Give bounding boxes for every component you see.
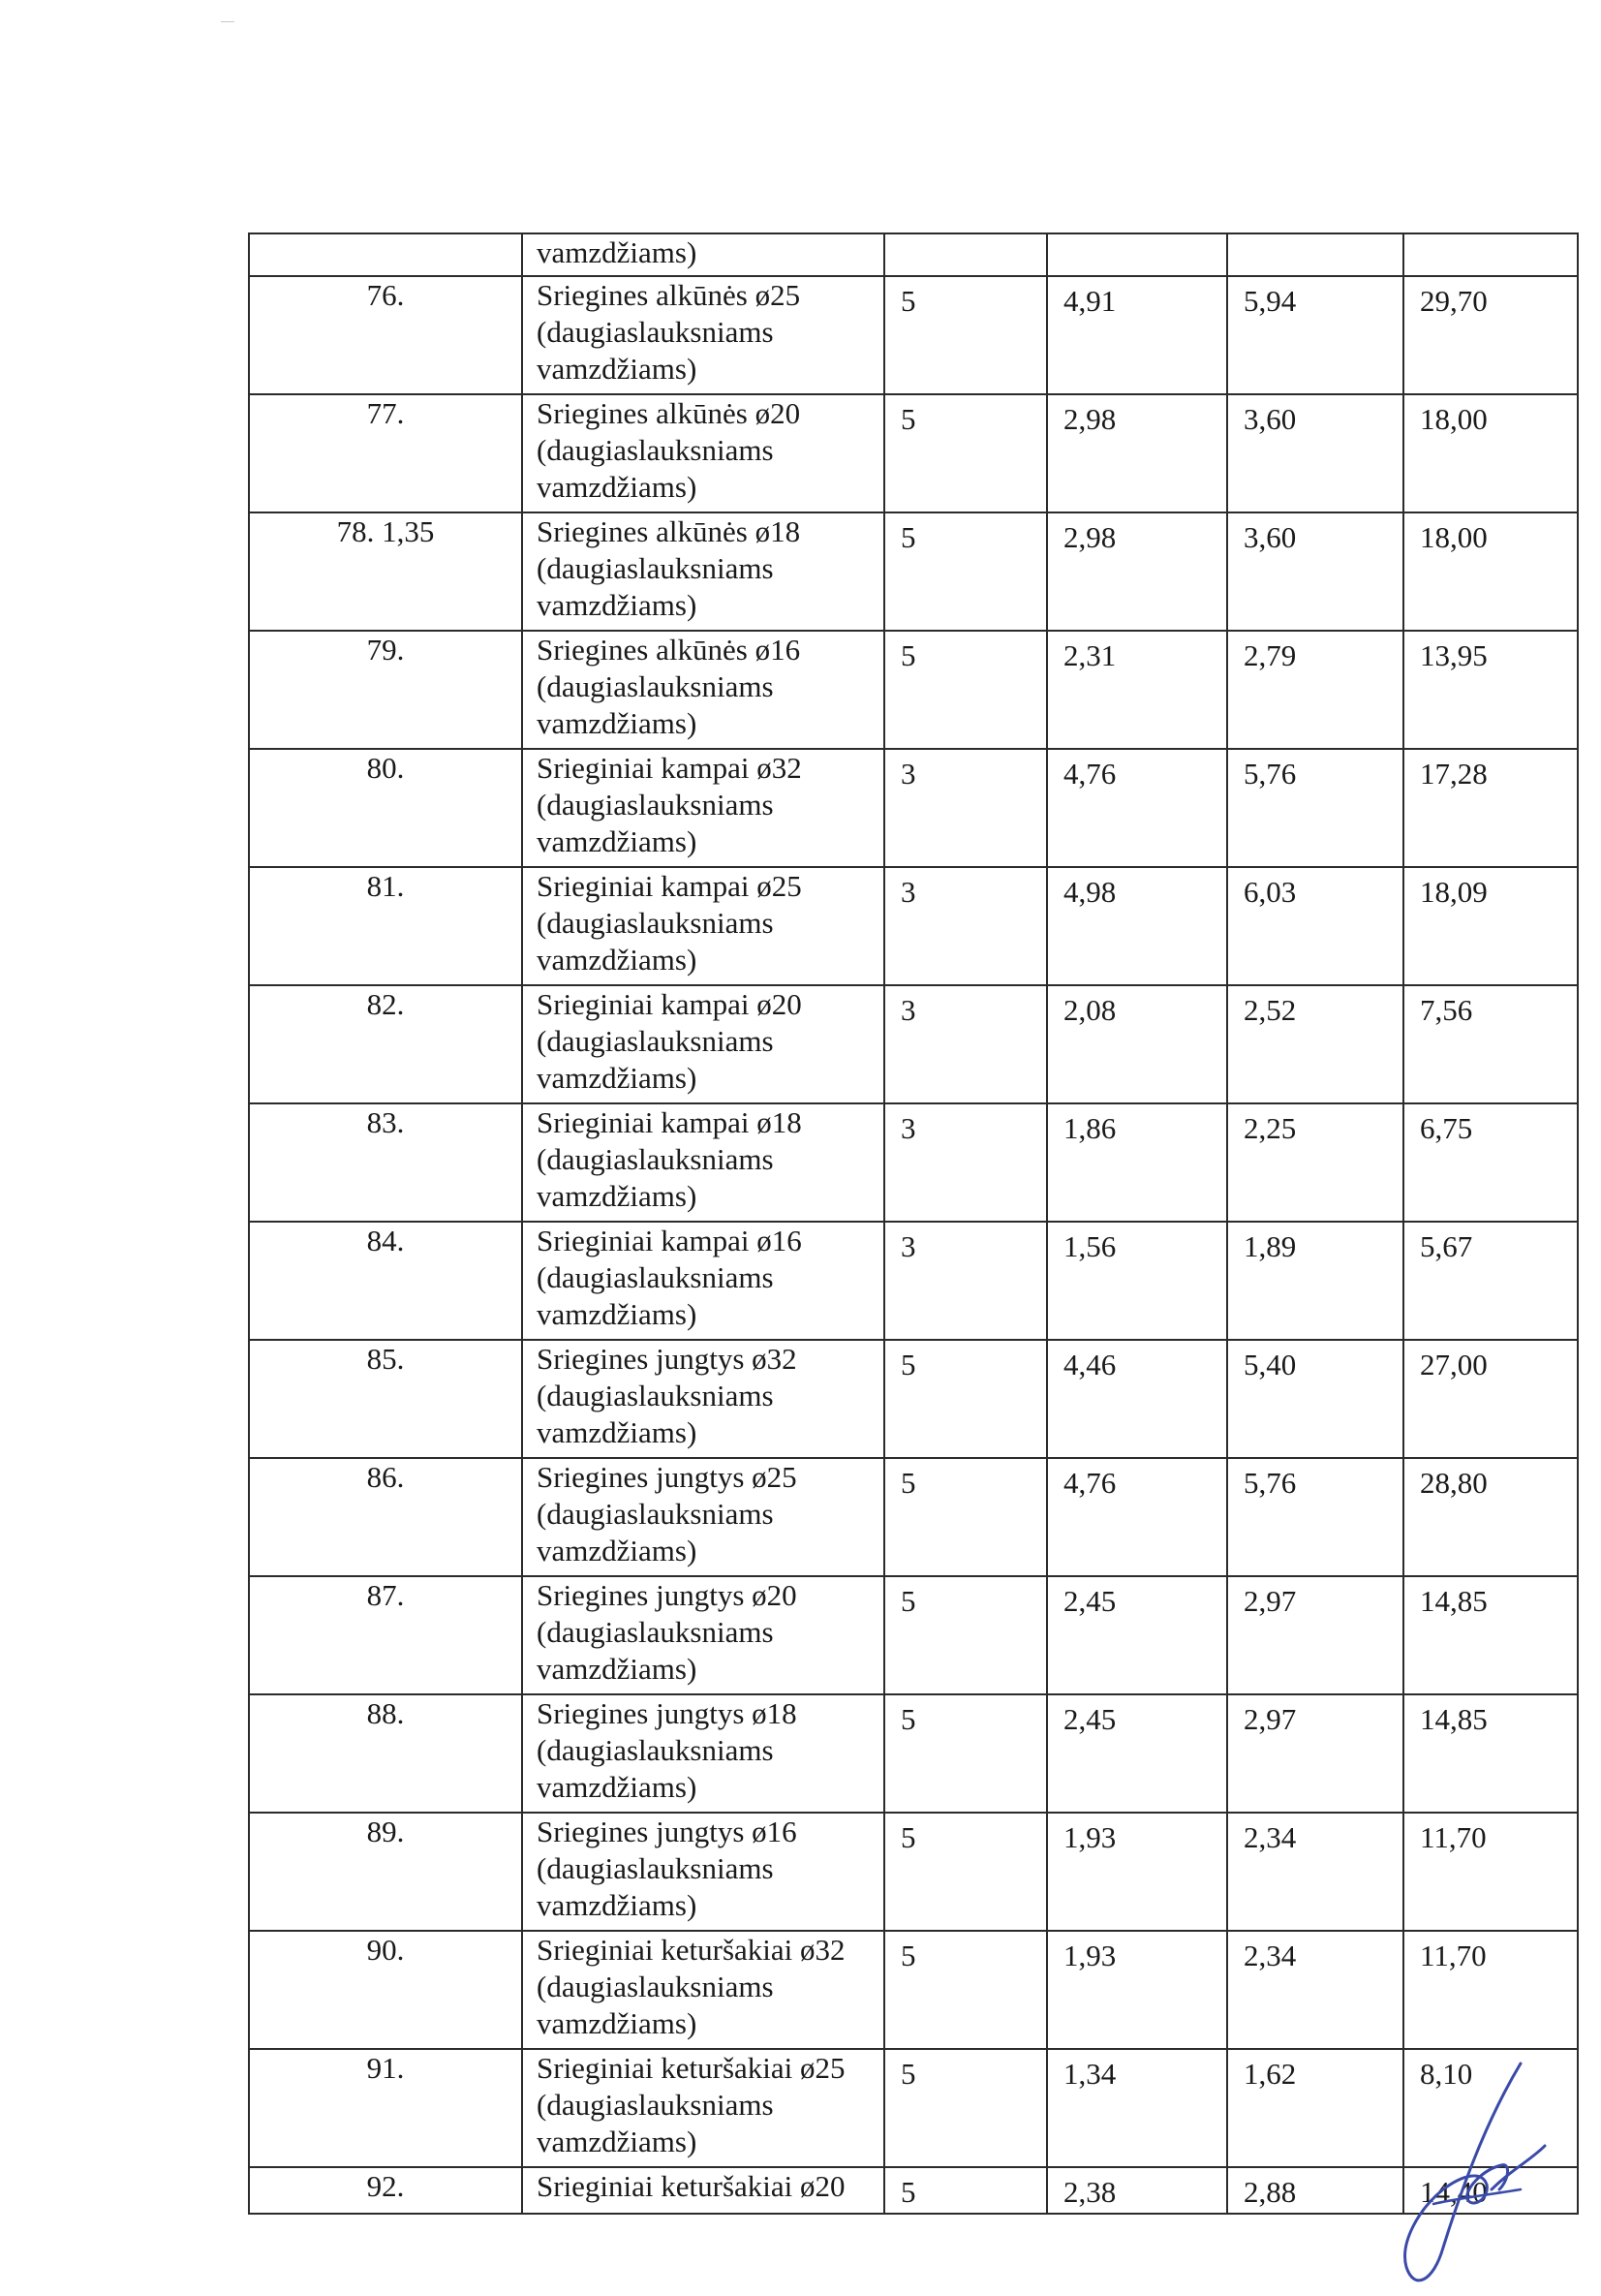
cell-qty: 5 xyxy=(884,394,1047,512)
cell-no: 90. xyxy=(249,1931,522,2049)
cell-price-no-vat: 2,98 xyxy=(1047,512,1227,631)
table-row xyxy=(249,276,1578,394)
table-row xyxy=(249,1694,1578,1813)
cell-no: 82. xyxy=(249,985,522,1103)
cell-sum: 28,80 xyxy=(1403,1458,1578,1576)
cell-price-vat: 3,60 xyxy=(1227,512,1403,631)
cell-price-no-vat: 2,38 xyxy=(1047,2167,1227,2214)
cell-name: Sriegines alkūnės ø16 (daugiaslauksniams vamzdžiams) xyxy=(522,631,884,749)
cell-name: Sriegines jungtys ø32 (daugiaslauksniams vamzdžiams) xyxy=(522,1340,884,1458)
cell-qty: 5 xyxy=(884,1340,1047,1458)
cell-qty: 5 xyxy=(884,1694,1047,1813)
cell-qty: 5 xyxy=(884,1931,1047,2049)
scan-artifact xyxy=(221,21,234,22)
table-row xyxy=(249,1576,1578,1694)
cell-price-vat: 2,97 xyxy=(1227,1576,1403,1694)
cell-no: 89. xyxy=(249,1813,522,1931)
table-row xyxy=(249,867,1578,985)
cell-price-vat: 2,34 xyxy=(1227,1931,1403,2049)
table-row xyxy=(249,1103,1578,1222)
cell-sum: 11,70 xyxy=(1403,1931,1578,2049)
cell-price-vat: 5,40 xyxy=(1227,1340,1403,1458)
cell-no: 88. xyxy=(249,1694,522,1813)
cell-sum: 18,09 xyxy=(1403,867,1578,985)
cell-price-vat: 2,79 xyxy=(1227,631,1403,749)
table-row xyxy=(249,985,1578,1103)
cell-sum: 29,70 xyxy=(1403,276,1578,394)
table-row xyxy=(249,1458,1578,1576)
table-row xyxy=(249,1931,1578,2049)
table-row-continuation xyxy=(249,233,1578,276)
cell-no: 81. xyxy=(249,867,522,985)
table-row xyxy=(249,512,1578,631)
cell-name: Srieginiai kampai ø32 (daugiaslauksniams vamzdžiams) xyxy=(522,749,884,867)
cell-name: Srieginiai keturšakiai ø32 (daugiaslauksniams vamzdžiams) xyxy=(522,1931,884,2049)
cell-sum: 18,00 xyxy=(1403,394,1578,512)
cell-sum: 6,75 xyxy=(1403,1103,1578,1222)
cell-price-vat: 2,52 xyxy=(1227,985,1403,1103)
table-row xyxy=(249,631,1578,749)
cell-sum: 11,70 xyxy=(1403,1813,1578,1931)
cell-sum: 17,28 xyxy=(1403,749,1578,867)
cell-price-no-vat: 2,31 xyxy=(1047,631,1227,749)
cell-price-no-vat: 1,34 xyxy=(1047,2049,1227,2167)
cell-no: 80. xyxy=(249,749,522,867)
cell-sum: 14,85 xyxy=(1403,1694,1578,1813)
cell-no: 87. xyxy=(249,1576,522,1694)
cell-sum: 27,00 xyxy=(1403,1340,1578,1458)
cell-no: 84. xyxy=(249,1222,522,1340)
cell-price-vat: 1,62 xyxy=(1227,2049,1403,2167)
cell-sum: 5,67 xyxy=(1403,1222,1578,1340)
cell-name: Sriegines jungtys ø16 (daugiaslauksniams vamzdžiams) xyxy=(522,1813,884,1931)
cell-name: Sriegines jungtys ø25 (daugiaslauksniams vamzdžiams) xyxy=(522,1458,884,1576)
cell-qty: 5 xyxy=(884,2049,1047,2167)
cell-qty: 3 xyxy=(884,1222,1047,1340)
cell-no: 91. xyxy=(249,2049,522,2167)
cell-price-no-vat: 1,56 xyxy=(1047,1222,1227,1340)
cell-name: Srieginiai kampai ø25 (daugiaslauksniams vamzdžiams) xyxy=(522,867,884,985)
cell-price-no-vat: 4,91 xyxy=(1047,276,1227,394)
cell-price-vat: 6,03 xyxy=(1227,867,1403,985)
cell-price-no-vat: 1,93 xyxy=(1047,1813,1227,1931)
cell-price-no-vat: 4,76 xyxy=(1047,749,1227,867)
cell-name: Sriegines alkūnės ø25 (daugiaslauksniams vamzdžiams) xyxy=(522,276,884,394)
cell-price-no-vat: 4,76 xyxy=(1047,1458,1227,1576)
cell-price-vat: 2,88 xyxy=(1227,2167,1403,2214)
cell-price-vat: 5,94 xyxy=(1227,276,1403,394)
cell-qty: 5 xyxy=(884,276,1047,394)
cell-name: Srieginiai kampai ø16 (daugiaslauksniams vamzdžiams) xyxy=(522,1222,884,1340)
cell-qty: 5 xyxy=(884,631,1047,749)
price-table xyxy=(248,233,1579,2215)
cell-sum: 13,95 xyxy=(1403,631,1578,749)
cell-price-vat: 2,97 xyxy=(1227,1694,1403,1813)
cell-sum: 18,00 xyxy=(1403,512,1578,631)
cell-qty: 5 xyxy=(884,2167,1047,2214)
cell-qty: 5 xyxy=(884,1458,1047,1576)
cell-price-no-vat: 2,45 xyxy=(1047,1694,1227,1813)
cell-qty: 3 xyxy=(884,867,1047,985)
cell-price-no-vat: 2,08 xyxy=(1047,985,1227,1103)
cell-qty: 5 xyxy=(884,1813,1047,1931)
cell-price-vat: 2,25 xyxy=(1227,1103,1403,1222)
table-row xyxy=(249,749,1578,867)
cell-no: 77. xyxy=(249,394,522,512)
cell-name: vamzdžiams) xyxy=(522,233,884,276)
cell-price-vat: 5,76 xyxy=(1227,1458,1403,1576)
cell-name: Srieginiai kampai ø18 (daugiaslauksniams vamzdžiams) xyxy=(522,1103,884,1222)
cell-no: 83. xyxy=(249,1103,522,1222)
cell-qty: 5 xyxy=(884,1576,1047,1694)
cell-qty: 5 xyxy=(884,512,1047,631)
cell-price-no-vat xyxy=(1047,233,1227,276)
cell-price-no-vat: 1,93 xyxy=(1047,1931,1227,2049)
cell-no: 85. xyxy=(249,1340,522,1458)
cell-price-no-vat: 4,46 xyxy=(1047,1340,1227,1458)
cell-qty: 3 xyxy=(884,749,1047,867)
table-row xyxy=(249,1222,1578,1340)
cell-price-no-vat: 2,45 xyxy=(1047,1576,1227,1694)
cell-name: Srieginiai kampai ø20 (daugiaslauksniams vamzdžiams) xyxy=(522,985,884,1103)
handwritten-signature-icon xyxy=(1375,2054,1569,2296)
cell-price-vat: 5,76 xyxy=(1227,749,1403,867)
cell-sum: 14,40 xyxy=(1403,2167,1578,2214)
table-row xyxy=(249,1813,1578,1931)
table-row xyxy=(249,1340,1578,1458)
cell-qty: 3 xyxy=(884,1103,1047,1222)
cell-name: Sriegines alkūnės ø18 (daugiaslauksniams vamzdžiams) xyxy=(522,512,884,631)
cell-price-no-vat: 1,86 xyxy=(1047,1103,1227,1222)
cell-price-no-vat: 4,98 xyxy=(1047,867,1227,985)
cell-name: Srieginiai keturšakiai ø20 xyxy=(522,2167,884,2214)
cell-price-vat: 2,34 xyxy=(1227,1813,1403,1931)
cell-price-vat: 3,60 xyxy=(1227,394,1403,512)
cell-price-no-vat: 2,98 xyxy=(1047,394,1227,512)
cell-qty: 3 xyxy=(884,985,1047,1103)
cell-no xyxy=(249,233,522,276)
cell-name: Sriegines alkūnės ø20 (daugiaslauksniams vamzdžiams) xyxy=(522,394,884,512)
cell-sum: 14,85 xyxy=(1403,1576,1578,1694)
cell-no: 92. xyxy=(249,2167,522,2214)
cell-price-vat: 1,89 xyxy=(1227,1222,1403,1340)
cell-sum: 7,56 xyxy=(1403,985,1578,1103)
cell-sum: 8,10 xyxy=(1403,2049,1578,2167)
cell-no: 86. xyxy=(249,1458,522,1576)
cell-name: Sriegines jungtys ø20 (daugiaslauksniams vamzdžiams) xyxy=(522,1576,884,1694)
cell-name: Srieginiai keturšakiai ø25 (daugiaslauksniams vamzdžiams) xyxy=(522,2049,884,2167)
cell-name: Sriegines jungtys ø18 (daugiaslauksniams vamzdžiams) xyxy=(522,1694,884,1813)
cell-no: 76. xyxy=(249,276,522,394)
cell-no: 79. xyxy=(249,631,522,749)
cell-sum xyxy=(1403,233,1578,276)
cell-no: 78. 1,35 xyxy=(249,512,522,631)
table-row xyxy=(249,394,1578,512)
cell-qty xyxy=(884,233,1047,276)
cell-price-vat xyxy=(1227,233,1403,276)
